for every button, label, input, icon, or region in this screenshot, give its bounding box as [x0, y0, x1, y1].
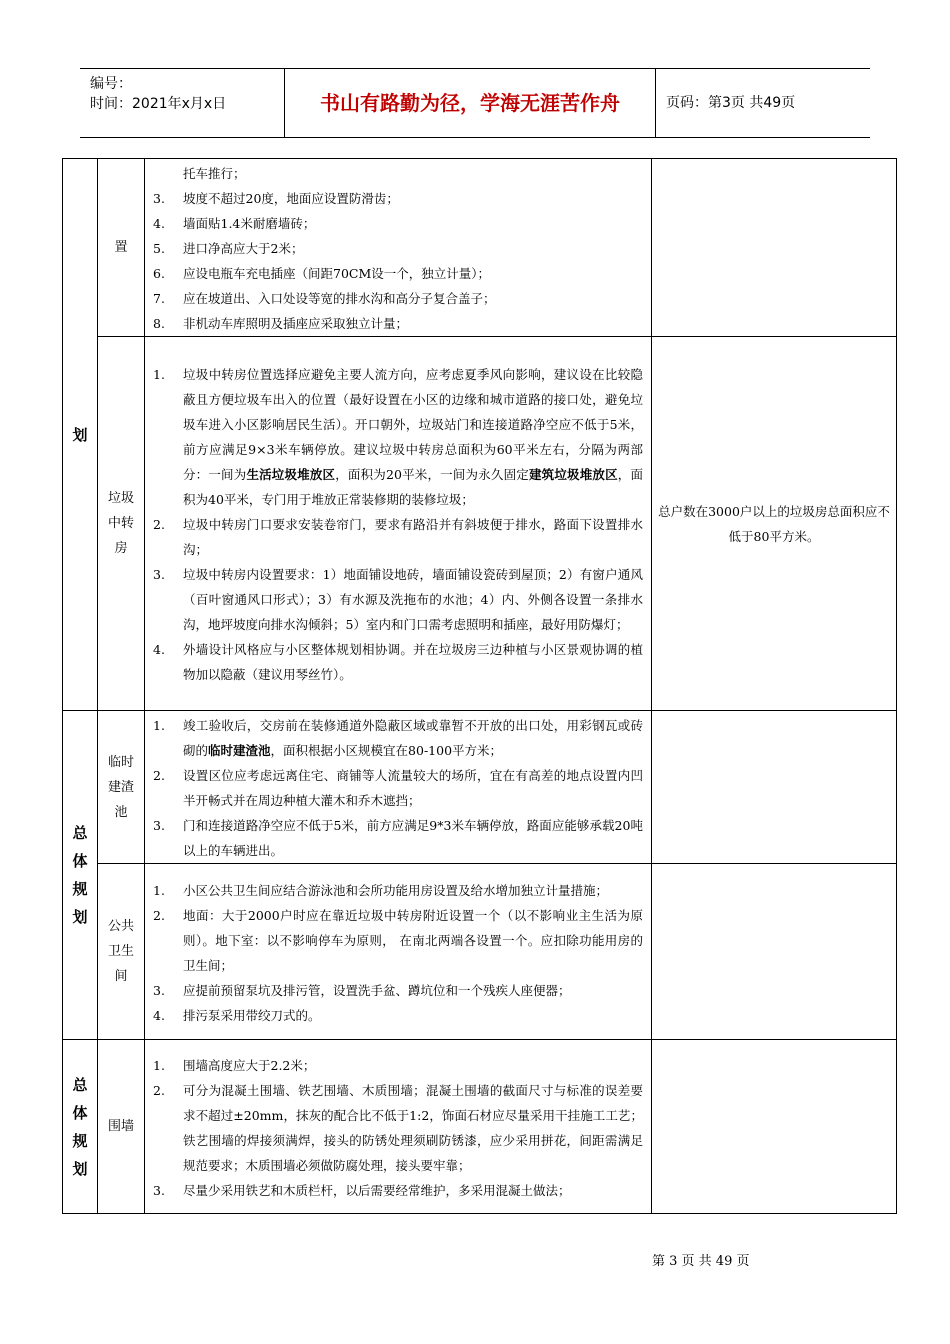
list-item: 3. 门和连接道路净空应不低于5米，前方应满足9*3米车辆停放，路面应能够承载20吨以上的车辆进出。 [153, 818, 643, 858]
list-item: 2. 可分为混凝土围墙、铁艺围墙、木质围墙；混凝土围墙的截面尺寸与标准的误差要求不超过±20mm，抹灰的配合比不低于1:2，饰面石材应尽量采用干挂施工工艺；铁艺围墙的焊接须满焊，接头的防锈处理须刷防锈漆，应少采用拼花，间距需满足规范要求；木质围墙必须做防腐处理，接头要牢靠； [153, 1082, 643, 1173]
item-label: 临时建渣池 [98, 711, 145, 864]
table-row [63, 864, 897, 1040]
table-row [63, 159, 897, 337]
list-item: 4. 墙面贴1.4米耐磨墙砖； [153, 216, 316, 231]
page-header [80, 68, 870, 138]
list-item: 2. 地面：大于2000户时应在靠近垃圾中转房附近设置一个（以不影响业主生活为原则）。地下室：以不影响停车为原则， 在南北两端各设置一个。应扣除功能用房的卫生间； [153, 907, 643, 973]
list-item: 5. 进口净高应大于2米； [153, 241, 304, 256]
list-item: 3. 坡度不超过20度，地面应设置防滑齿； [153, 191, 399, 206]
item-note [652, 1040, 897, 1214]
header-meta [80, 69, 285, 137]
section-label: 总体规划 [63, 711, 98, 1040]
list-item: 1. 垃圾中转房位置选择应避免主要人流方向，应考虑夏季风向影响，建议设在比较隐蔽且方便垃圾车出入的位置（最好设置在小区的边缘和城市道路的接口处，避免垃圾车进入小区影响居民生活）。开口朝外，垃圾站门和连接道路净空应不低于5米，前方应满足9×3米车辆停放。建议垃圾中转房总面积为60平米左右，分隔为两部分：一间为生活垃圾堆放区，面积为20平米，一间为永久固定建筑垃圾堆放区，面积为40平米，专门用于堆放正常装修期的装修垃圾； [153, 367, 643, 507]
header-number-label: 编号： [90, 76, 132, 92]
list-item: 4. 排污泵采用带绞刀式的。 [153, 1007, 321, 1023]
header-page-code: 页码：第3页 共49页 [666, 95, 796, 111]
emphasis-text: 临时建渣池 [208, 743, 271, 758]
emphasis-text: 生活垃圾堆放区 [246, 467, 336, 482]
list-item: 1. 围墙高度应大于2.2米； [153, 1057, 316, 1073]
page-footer: 第 3 页 共 49 页 [652, 1254, 750, 1269]
item-body [145, 337, 652, 711]
item-body [145, 1040, 652, 1214]
list-item: 3. 尽量少采用铁艺和木质栏杆，以后需要经常维护，多采用混凝土做法； [153, 1182, 571, 1198]
section-label: 划 [63, 159, 98, 711]
item-label: 置 [98, 159, 145, 337]
list-item: 2. 设置区位应考虑远离住宅、商铺等人流量较大的场所，宜在有高差的地点设置内凹半开畅式并在周边种植大灌木和乔木遮挡； [153, 768, 643, 808]
list-item: 托车推行； [183, 166, 246, 181]
list-item: 3. 垃圾中转房内设置要求：1）地面铺设地砖，墙面铺设瓷砖到屋顶；2）有窗户通风（百叶窗通风口形式）；3）有水源及洗拖布的水池；4）内、外侧各设置一条排水沟，地坪坡度向排水沟倾斜；5）室内和门口需考虑照明和插座，最好用防爆灯； [153, 567, 643, 632]
list-item: 6. 应设电瓶车充电插座（间距70CM设一个，独立计量）； [153, 266, 491, 281]
emphasis-text: 建筑垃圾堆放区 [528, 467, 618, 482]
list-item: 1. 竣工验收后，交房前在装修通道外隐蔽区域或靠暂不开放的出口处，用彩钢瓦或砖砌的临时建渣池，面积根据小区规模宜在80-100平方米； [153, 718, 643, 758]
item-note: 总户数在3000户以上的垃圾房总面积应不低于80平方米。 [652, 337, 897, 711]
item-body [145, 159, 652, 337]
item-label: 垃圾中转房 [98, 337, 145, 711]
content-table [62, 158, 897, 1214]
item-body [145, 864, 652, 1040]
table-row [63, 711, 897, 864]
list-item: 8. 非机动车库照明及插座应采取独立计量； [153, 316, 409, 331]
item-body [145, 711, 652, 864]
list-item: 7. 应在坡道出、入口处设等宽的排水沟和高分子复合盖子； [153, 291, 496, 306]
table-row [63, 337, 897, 711]
list-item: 2. 垃圾中转房门口要求安装卷帘门，要求有路沿并有斜坡便于排水，路面下设置排水沟； [153, 517, 643, 557]
item-note [652, 864, 897, 1040]
header-time-label: 时间：2021年x月x日 [90, 96, 227, 112]
item-label: 公共卫生间 [98, 864, 145, 1040]
list-item: 4. 外墙设计风格应与小区整体规划相协调。并在垃圾房三边种植与小区景观协调的植物加以隐蔽（建议用琴丝竹）。 [153, 642, 643, 682]
list-item: 3. 应提前预留泵坑及排污管，设置洗手盆、蹲坑位和一个残疾人座便器； [153, 982, 571, 998]
item-note [652, 711, 897, 864]
item-note [652, 159, 897, 337]
header-motto: 书山有路勤为径，学海无涯苦作舟 [285, 69, 656, 137]
section-label: 总体规划 [63, 1040, 98, 1214]
item-label: 围墙 [98, 1040, 145, 1214]
list-item: 1. 小区公共卫生间应结合游泳池和会所功能用房设置及给水增加独立计量措施； [153, 882, 609, 898]
table-row [63, 1040, 897, 1214]
